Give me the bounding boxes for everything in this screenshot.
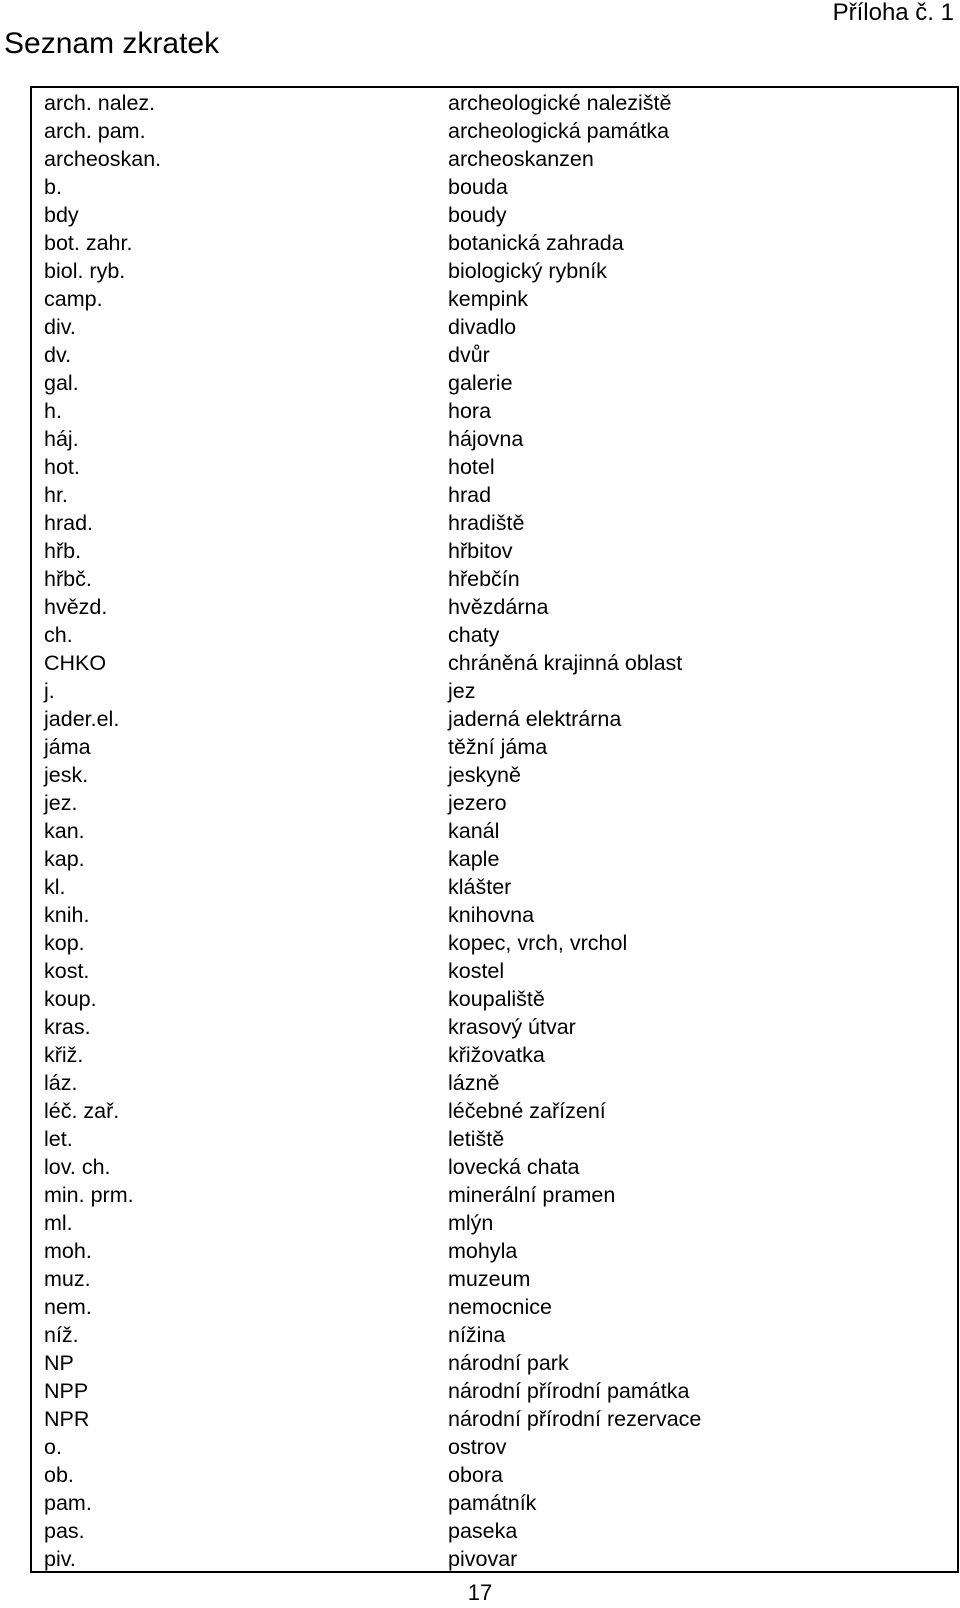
- abbreviation-meaning: kanál: [448, 819, 500, 843]
- table-row: [32, 1181, 957, 1209]
- abbreviation-meaning: ostrov: [448, 1435, 507, 1459]
- abbreviation-meaning: archeologické naleziště: [448, 91, 672, 115]
- abbreviation-meaning: hřebčín: [448, 567, 520, 591]
- abbreviation-meaning: chráněná krajinná oblast: [448, 651, 683, 675]
- abbreviation: knih.: [44, 903, 90, 927]
- abbreviation: hot.: [44, 455, 80, 479]
- table-row: [32, 397, 957, 425]
- table-row: [32, 1237, 957, 1265]
- abbreviation-meaning: léčebné zařízení: [448, 1099, 606, 1123]
- abbreviation: ob.: [44, 1463, 74, 1487]
- abbreviation: jez.: [44, 791, 78, 815]
- table-row: [32, 761, 957, 789]
- table-row: [32, 1545, 957, 1573]
- abbreviation-meaning: národní přírodní rezervace: [448, 1407, 702, 1431]
- abbreviation: div.: [44, 315, 76, 339]
- abbreviation: níž.: [44, 1323, 79, 1347]
- table-row: [32, 1405, 957, 1433]
- abbreviation-meaning: letiště: [448, 1127, 505, 1151]
- abbreviation: jáma: [44, 735, 91, 759]
- table-row: [32, 957, 957, 985]
- abbreviation-meaning: jez: [448, 679, 476, 703]
- abbreviation: piv.: [44, 1547, 76, 1571]
- abbreviation-table: [30, 86, 959, 1573]
- table-row: [32, 173, 957, 201]
- table-row: [32, 985, 957, 1013]
- abbreviation-meaning: hřbitov: [448, 539, 513, 563]
- abbreviation-meaning: nížina: [448, 1323, 506, 1347]
- table-row: [32, 1097, 957, 1125]
- table-row: [32, 901, 957, 929]
- abbreviation-meaning: knihovna: [448, 903, 535, 927]
- table-row: [32, 1321, 957, 1349]
- table-row: [32, 1349, 957, 1377]
- abbreviation: b.: [44, 175, 62, 199]
- table-row: [32, 509, 957, 537]
- abbreviation: hr.: [44, 483, 68, 507]
- abbreviation-meaning: chaty: [448, 623, 500, 647]
- table-row: [32, 593, 957, 621]
- abbreviation-meaning: lázně: [448, 1071, 500, 1095]
- table-row: [32, 257, 957, 285]
- abbreviation: kl.: [44, 875, 66, 899]
- table-row: [32, 481, 957, 509]
- table-row: [32, 453, 957, 481]
- abbreviation: biol. ryb.: [44, 259, 126, 283]
- abbreviation-meaning: minerální pramen: [448, 1183, 616, 1207]
- abbreviation: jader.el.: [44, 707, 120, 731]
- table-row: [32, 1293, 957, 1321]
- abbreviation-meaning: lovecká chata: [448, 1155, 580, 1179]
- table-row: [32, 873, 957, 901]
- table-row: [32, 537, 957, 565]
- abbreviation: jesk.: [44, 763, 89, 787]
- table-row: [32, 565, 957, 593]
- abbreviation: koup.: [44, 987, 97, 1011]
- abbreviation-meaning: kempink: [448, 287, 529, 311]
- abbreviation: camp.: [44, 287, 103, 311]
- abbreviation-meaning: jeskyně: [448, 763, 521, 787]
- abbreviation-meaning: botanická zahrada: [448, 231, 624, 255]
- abbreviation-meaning: paseka: [448, 1519, 518, 1543]
- abbreviation-meaning: mohyla: [448, 1239, 518, 1263]
- table-row: [32, 341, 957, 369]
- abbreviation-meaning: archeologická památka: [448, 119, 670, 143]
- abbreviation-meaning: biologický rybník: [448, 259, 607, 283]
- table-row: [32, 89, 957, 117]
- abbreviation-meaning: obora: [448, 1463, 503, 1487]
- abbreviation-meaning: koupaliště: [448, 987, 545, 1011]
- abbreviation: kap.: [44, 847, 85, 871]
- abbreviation: NP: [44, 1351, 74, 1375]
- table-row: [32, 313, 957, 341]
- table-row: [32, 621, 957, 649]
- abbreviation-meaning: bouda: [448, 175, 508, 199]
- table-row: [32, 369, 957, 397]
- abbreviation: arch. nalez.: [44, 91, 156, 115]
- abbreviation: hřbč.: [44, 567, 92, 591]
- table-row: [32, 845, 957, 873]
- abbreviation: gal.: [44, 371, 79, 395]
- abbreviation: ch.: [44, 623, 73, 647]
- abbreviation: dv.: [44, 343, 72, 367]
- abbreviation: NPR: [44, 1407, 90, 1431]
- table-row: [32, 1461, 957, 1489]
- abbreviation: min. prm.: [44, 1183, 134, 1207]
- table-row: [32, 1517, 957, 1545]
- abbreviation: hvězd.: [44, 595, 108, 619]
- page-number: 17: [467, 1580, 493, 1605]
- abbreviation-meaning: národní park: [448, 1351, 569, 1375]
- abbreviation-meaning: jezero: [448, 791, 507, 815]
- table-row: [32, 789, 957, 817]
- abbreviation-meaning: památník: [448, 1491, 537, 1515]
- page-title: Seznam zkratek: [4, 27, 220, 60]
- abbreviation-meaning: dvůr: [448, 343, 490, 367]
- abbreviation: CHKO: [44, 651, 107, 675]
- abbreviation: bot. zahr.: [44, 231, 133, 255]
- abbreviation-meaning: galerie: [448, 371, 513, 395]
- abbreviation-meaning: muzeum: [448, 1267, 531, 1291]
- abbreviation: pam.: [44, 1491, 92, 1515]
- abbreviation-meaning: mlýn: [448, 1211, 494, 1235]
- abbreviation-meaning: těžní jáma: [448, 735, 548, 759]
- abbreviation: ml.: [44, 1211, 73, 1235]
- abbreviation: kan.: [44, 819, 85, 843]
- abbreviation: lov. ch.: [44, 1155, 111, 1179]
- abbreviation-meaning: archeoskanzen: [448, 147, 594, 171]
- abbreviation-meaning: hvězdárna: [448, 595, 549, 619]
- abbreviation-meaning: jaderná elektrárna: [448, 707, 622, 731]
- abbreviation: kop.: [44, 931, 85, 955]
- abbreviation-meaning: hora: [448, 399, 492, 423]
- table-row: [32, 1377, 957, 1405]
- table-row: [32, 705, 957, 733]
- abbreviation: láz.: [44, 1071, 78, 1095]
- abbreviation: arch. pam.: [44, 119, 146, 143]
- abbreviation-meaning: národní přírodní památka: [448, 1379, 690, 1403]
- abbreviation-meaning: divadlo: [448, 315, 517, 339]
- table-row: [32, 117, 957, 145]
- abbreviation: hřb.: [44, 539, 82, 563]
- abbreviation: nem.: [44, 1295, 92, 1319]
- abbreviation: kost.: [44, 959, 90, 983]
- table-row: [32, 201, 957, 229]
- table-row: [32, 677, 957, 705]
- abbreviation: léč. zař.: [44, 1099, 120, 1123]
- abbreviation-meaning: kaple: [448, 847, 500, 871]
- table-row: [32, 1041, 957, 1069]
- abbreviation-meaning: křižovatka: [448, 1043, 545, 1067]
- table-row: [32, 733, 957, 761]
- abbreviation: moh.: [44, 1239, 92, 1263]
- abbreviation: kras.: [44, 1015, 91, 1039]
- abbreviation: o.: [44, 1435, 62, 1459]
- table-row: [32, 1069, 957, 1097]
- abbreviation-meaning: pivovar: [448, 1547, 518, 1571]
- table-row: [32, 285, 957, 313]
- abbreviation-meaning: kopec, vrch, vrchol: [448, 931, 628, 955]
- abbreviation: j.: [44, 679, 55, 703]
- table-row: [32, 929, 957, 957]
- table-row: [32, 817, 957, 845]
- table-row: [32, 1209, 957, 1237]
- abbreviation: NPP: [44, 1379, 89, 1403]
- appendix-label: Příloha č. 1: [832, 0, 954, 26]
- abbreviation-meaning: nemocnice: [448, 1295, 552, 1319]
- abbreviation: háj.: [44, 427, 79, 451]
- table-row: [32, 145, 957, 173]
- table-row: [32, 1153, 957, 1181]
- table-row: [32, 1433, 957, 1461]
- table-row: [32, 1265, 957, 1293]
- table-row: [32, 1489, 957, 1517]
- abbreviation: pas.: [44, 1519, 85, 1543]
- abbreviation-meaning: hrad: [448, 483, 492, 507]
- table-row: [32, 229, 957, 257]
- table-row: [32, 425, 957, 453]
- abbreviation-meaning: hotel: [448, 455, 495, 479]
- abbreviation-meaning: kostel: [448, 959, 505, 983]
- table-row: [32, 649, 957, 677]
- abbreviation: muz.: [44, 1267, 91, 1291]
- abbreviation-meaning: hájovna: [448, 427, 524, 451]
- abbreviation: h.: [44, 399, 62, 423]
- abbreviation-meaning: hradiště: [448, 511, 525, 535]
- table-row: [32, 1013, 957, 1041]
- abbreviation: let.: [44, 1127, 73, 1151]
- abbreviation: archeoskan.: [44, 147, 162, 171]
- abbreviation-meaning: krasový útvar: [448, 1015, 576, 1039]
- abbreviation-meaning: boudy: [448, 203, 507, 227]
- abbreviation: hrad.: [44, 511, 94, 535]
- abbreviation-meaning: klášter: [448, 875, 512, 899]
- abbreviation: křiž.: [44, 1043, 84, 1067]
- table-row: [32, 1125, 957, 1153]
- abbreviation: bdy: [44, 203, 79, 227]
